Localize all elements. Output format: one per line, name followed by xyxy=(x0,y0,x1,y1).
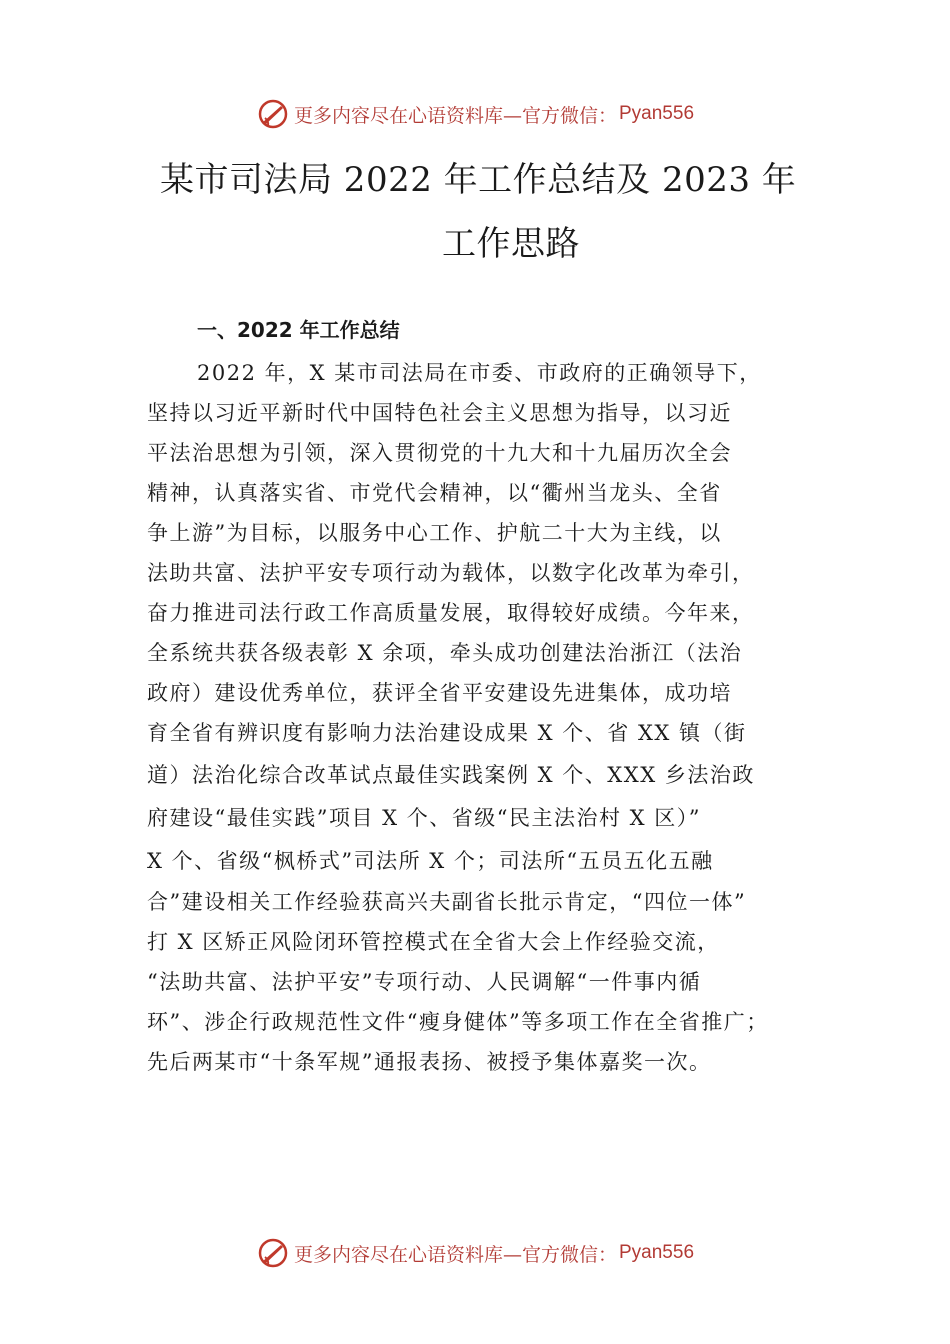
paragraph-line: 环”、涉企行政规范性文件“瘦身健体”等多项工作在全省推广； xyxy=(147,1010,769,1034)
paragraph-line: 育全省有辨识度有影响力法治建设成果 X 个、省 XX 镇（街 xyxy=(147,721,747,745)
paragraph-line: 先后两某市“十条军规”通报表扬、被授予集体嘉奖一次。 xyxy=(147,1050,712,1074)
document-title-line-2: 工作思路 xyxy=(442,224,580,264)
brush-logo-icon xyxy=(256,97,290,131)
paragraph-line: 合”建设相关工作经验获高兴夫副省长批示肯定，“四位一体” xyxy=(147,890,747,914)
footer-watermark-banner xyxy=(0,1233,950,1273)
banner-text: 更多内容尽在心语资料库—官方微信： xyxy=(293,1243,617,1266)
paragraph-line: 精神，认真落实省、市党代会精神，以“衢州当龙头、全省 xyxy=(147,481,722,505)
banner-text: 更多内容尽在心语资料库—官方微信： xyxy=(293,104,617,127)
paragraph-line: 争上游”为目标，以服务中心工作、护航二十大为主线，以 xyxy=(147,521,722,545)
paragraph-line: X 个、省级“枫桥式”司法所 X 个；司法所“五员五化五融 xyxy=(147,849,714,873)
paragraph-line: 平法治思想为引领，深入贯彻党的十九大和十九届历次全会 xyxy=(147,441,732,465)
brush-logo-icon xyxy=(256,1236,290,1270)
banner-wechat-handle: Pyan556 xyxy=(619,103,695,124)
paragraph-line: 政府）建设优秀单位，获评全省平安建设先进集体，成功培 xyxy=(147,681,732,705)
paragraph-line: 打 X 区矫正风险闭环管控模式在全省大会上作经验交流， xyxy=(147,930,720,954)
paragraph-line: 道）法治化综合改革试点最佳实践案例 X 个、XXX 乡法治政 xyxy=(147,763,755,787)
paragraph-line: 坚持以习近平新时代中国特色社会主义思想为指导，以习近 xyxy=(147,401,732,425)
paragraph-line: 2022 年，X 某市司法局在市委、市政府的正确领导下， xyxy=(197,361,762,385)
paragraph-line: 法助共富、法护平安专项行动为载体，以数字化改革为牵引， xyxy=(147,561,755,585)
paragraph-line: “法助共富、法护平安”专项行动、人民调解“一件事内循 xyxy=(147,970,702,994)
header-watermark-banner xyxy=(0,94,950,134)
banner-wechat-handle: Pyan556 xyxy=(619,1242,695,1263)
document-title-line-1: 某市司法局 2022 年工作总结及 2023 年 xyxy=(160,160,797,200)
paragraph-line: 府建设“最佳实践”项目 X 个、省级“民主法治村 X 区）” xyxy=(147,806,702,830)
section-heading: 一、2022 年工作总结 xyxy=(197,318,400,342)
paragraph-line: 奋力推进司法行政工作高质量发展，取得较好成绩。今年来， xyxy=(147,601,755,625)
paragraph-line: 全系统共获各级表彰 X 余项，牵头成功创建法治浙江（法治 xyxy=(147,641,743,665)
